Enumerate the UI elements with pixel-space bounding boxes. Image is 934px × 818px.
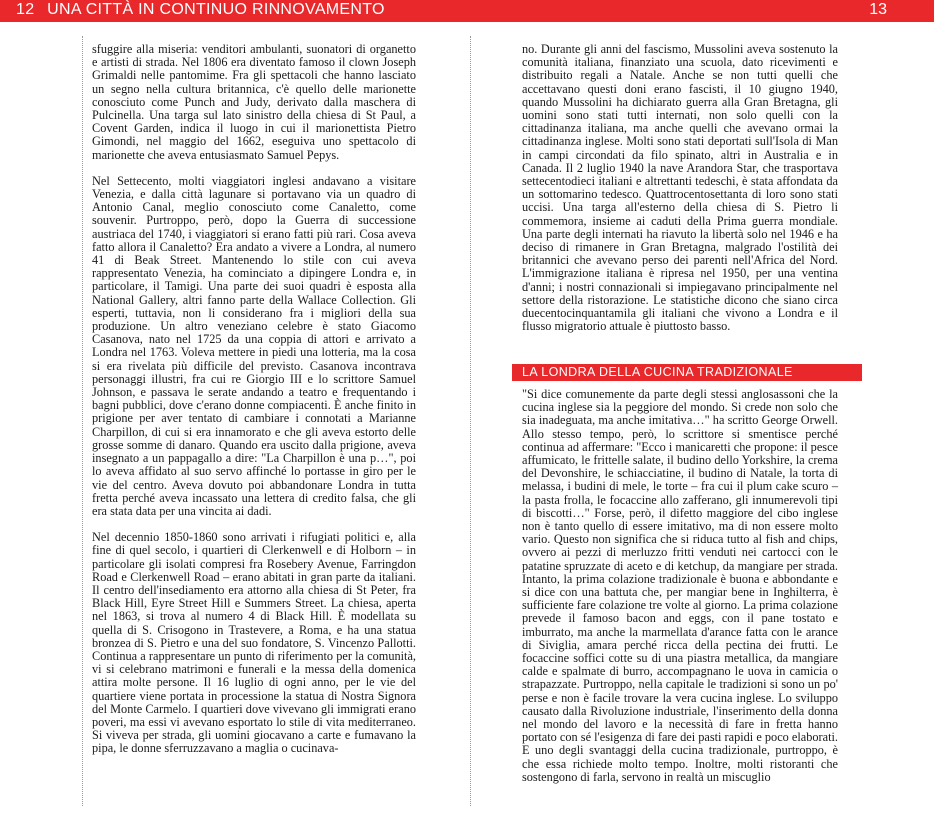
- running-header: [0, 0, 934, 22]
- right-page-column-section: [522, 388, 838, 797]
- left-paragraph-1: sfuggire alla miseria: venditori ambulanti, suonatori di organetto e artisti di strada. Nel 1806 era diventato famoso il clown Joseph Grimaldi nelle pantomime. Fra gli spettacoli che hanno lasciato un segno nella cultura britannica, c'è quello delle marionette conosciuto come Punch and Judy, derivato dalla maschera di Pulcinella. Una targa sul lato sinistro della chiesa di St Paul, a Covent Garden, indica il luogo in cui il marionettista Pietro Gimondi, nel maggio del 1662, eseguiva uno spettacolo di marionette che aveva entusiasmato Samuel Pepys.: [92, 42, 416, 162]
- left-page-column: [92, 43, 416, 769]
- right-paragraph-1: no. Durante gli anni del fascismo, Mussolini aveva sostenuto la comunità italiana, finanziato una scuola, dato ricevimenti e distribuito regali a Natale. Anche se non tutti quelli che accettavano questi doni erano fascisti, il 10 giugno 1940, quando Mussolini ha dichiarato guerra alla Gran Bretagna, gli uomini sono stati tutti internati, non solo quelli con la cittadinanza italiana, ma anche quelli che avevano ormai la cittadinanza inglese. Molti sono stati deportati sull'Isola di Man in campi circondati da filo spinato, altri in Australia e in Canada. Il 2 luglio 1940 la nave Arandora Star, che trasportava settecentodieci italiani e altrettanti tedeschi, è stata affondata da un sottomarino tedesco. Quattrocentosettanta di loro sono stati uccisi. Una targa all'esterno della chiesa di S. Pietro li commemora, insieme ai caduti della Prima guerra mondiale. Una parte degli internati ha riavuto la libertà solo nel 1946 e ha deciso di rimanere in Gran Bretagna, malgrado l'ostilità dei britannici che avevano perso dei parenti nell'Africa del Nord. L'immigrazione italiana è ripresa nel 1950, per una ventina d'anni; i nostri connazionali si impiegavano principalmente nel settore della ristorazione. Le statistiche dicono che siano circa duecentocinquantamila gli italiani che vivono a Londra e il flusso migratorio attuale è piuttosto basso.: [522, 42, 838, 334]
- section-heading: LA LONDRA DELLA CUCINA TRADIZIONALE: [512, 364, 862, 381]
- right-dotted-rule: [470, 36, 471, 806]
- left-dotted-rule: [82, 36, 83, 806]
- right-paragraph-2: "Si dice comunemente da parte degli stessi anglosassoni che la cucina inglese sia la peggiore del mondo. Si crede non solo che sia inadeguata, ma anche imitativa…" ha scritto George Orwell. Allo stesso tempo, però, lo scrittore si smentisce perché continua ad affermare: "Ecco i manicaretti che propone: il pesce affumicato, le frittelle salate, il budino dello Yorkshire, la crema del Devonshire, le schiacciatine, il budino di Natale, la torta di melassa, i budini di mele, le torte – fra cui il plum cake scuro – la pasta frolla, le focaccine allo zafferano, gli innumerevoli tipi di biscotti…" Forse, però, il difetto maggiore del cibo inglese non è tanto quello di essere imitativo, ma di non essere molto vario. Questo non significa che si riduca tutto al fish and chips, ovvero ai pezzi di merluzzo fritti venduti nei cartocci con le patatine spruzzate di aceto e di ketchup, da mangiare per strada. Intanto, la prima colazione tradizionale è buona e abbondante e si dice con una battuta che, per mangiar bene in Inghilterra, è sufficiente fare colazione tre volte al giorno. La prima colazione prevede il famoso bacon and eggs, con il pane tostato e imburrato, ma anche la marmellata d'arance fatta con le arance di Siviglia, amara perché ricca della pectina dei frutti. Le focaccine soffici cotte su di una piastra metallica, da mangiare calde e spalmate di burro, accompagnano le uova in camicia o strapazzate. Purtroppo, nella capitale le tradizioni si sono un po' perse e non è facile trovare la vera cucina inglese. Lo sviluppo causato dalla Rivoluzione industriale, l'inserimento della donna nel mondo del lavoro e la necessità di fare in fretta hanno portato con sé l'esigenza di fare dei pasti rapidi e poco elaborati. E uno degli svantaggi della cucina tradizionale, purtroppo, è che essa richiede molto tempo. Inoltre, molti ristoranti che sostengono di farla, servono in realtà un miscuglio: [522, 387, 838, 784]
- left-running-head: [16, 1, 385, 19]
- chapter-title: UNA CITTÀ IN CONTINUO RINNOVAMENTO: [47, 1, 385, 18]
- left-page-number: 12: [16, 1, 35, 18]
- left-paragraph-2: Nel Settecento, molti viaggiatori inglesi andavano a visitare Venezia, e dalla città lagunare si portavano via un quadro di Antonio Canal, meglio conosciuto come Canaletto, come souvenir. Purtroppo, però, dopo la Guerra di successione austriaca del 1740, i viaggiatori si erano fatti più rari. Cosa aveva fatto allora il Canaletto? Era andato a vivere a Londra, al numero 41 di Beak Street. Mantenendo lo stile con cui aveva rappresentato Venezia, ha cominciato a dipingere Londra e, in particolare, il Tamigi. Una parte dei suoi quadri è esposta alla National Gallery, altri fanno parte della Wallace Collection. Gli esperti, tuttavia, non li considerano fra i migliori della sua produzione. Un altro veneziano celebre è stato Giacomo Casanova, nato nel 1725 da una coppia di attori e arrivato a Londra nel 1763. Voleva mettere in piedi una lotteria, ma la cosa si era rivelata più difficile del previsto. Casanova incontrava personaggi illustri, fra cui re Giorgio III e lo scrittore Samuel Johnson, e passava le serate andando a teatro e frequentando i bagni pubblici, dove c'erano donne compiacenti. È anche finito in prigione per aver tentato di cambiare i connotati a Marianne Charpillon, di cui si era innamorato e che gli aveva estorto delle grosse somme di danaro. Quando era uscito dalla prigione, aveva insegnato a un pappagallo a dire: "La Charpillon è una p…", poi lo aveva affidato al suo servo affinché lo portasse in giro per le vie del centro. Aveva dovuto poi abbandonare Londra in tutta fretta perché aveva incassato una lettera di credito falsa, che gli era stata data per una vincita ai dadi.: [92, 173, 416, 518]
- right-page-number: 13: [869, 1, 887, 18]
- right-page-column: [522, 43, 838, 346]
- left-paragraph-3: Nel decennio 1850-1860 sono arrivati i rifugiati politici e, alla fine di quel secolo, i quartieri di Clerkenwell e di Holborn – in particolare gli isolati compresi fra Rosebery Avenue, Farringdon Road e Clerkenwell Road – erano abitati in gran parte da italiani. Il centro dell'insediamento era attorno alla chiesa di St Peter, fra Black Hill, Eyre Street Hill e Summers Street. La chiesa, aperta nel 1863, si trova al numero 4 di Black Hill. È modellata su quella di S. Crisogono in Trastevere, a Roma, e ha una statua bronzea di S. Pietro e una del suo fondatore, S. Vincenzo Pallotti. Continua a rappresentare un punto di riferimento per la comunità, vi si celebrano matrimoni e funerali e la messa della domenica attira molte persone. Il 16 luglio di ogni anno, per le vie del quartiere viene portata in processione la statua di Nostra Signora del Monte Carmelo. I quartieri dove vivevano gli immigrati erano poveri, ma essi vi avevano esportato lo stile di vita mediterraneo. Si viveva per strada, gli uomini giocavano a carte e fumavano la pipa, le donne sferruzzavano a maglia o cucinava-: [92, 530, 416, 756]
